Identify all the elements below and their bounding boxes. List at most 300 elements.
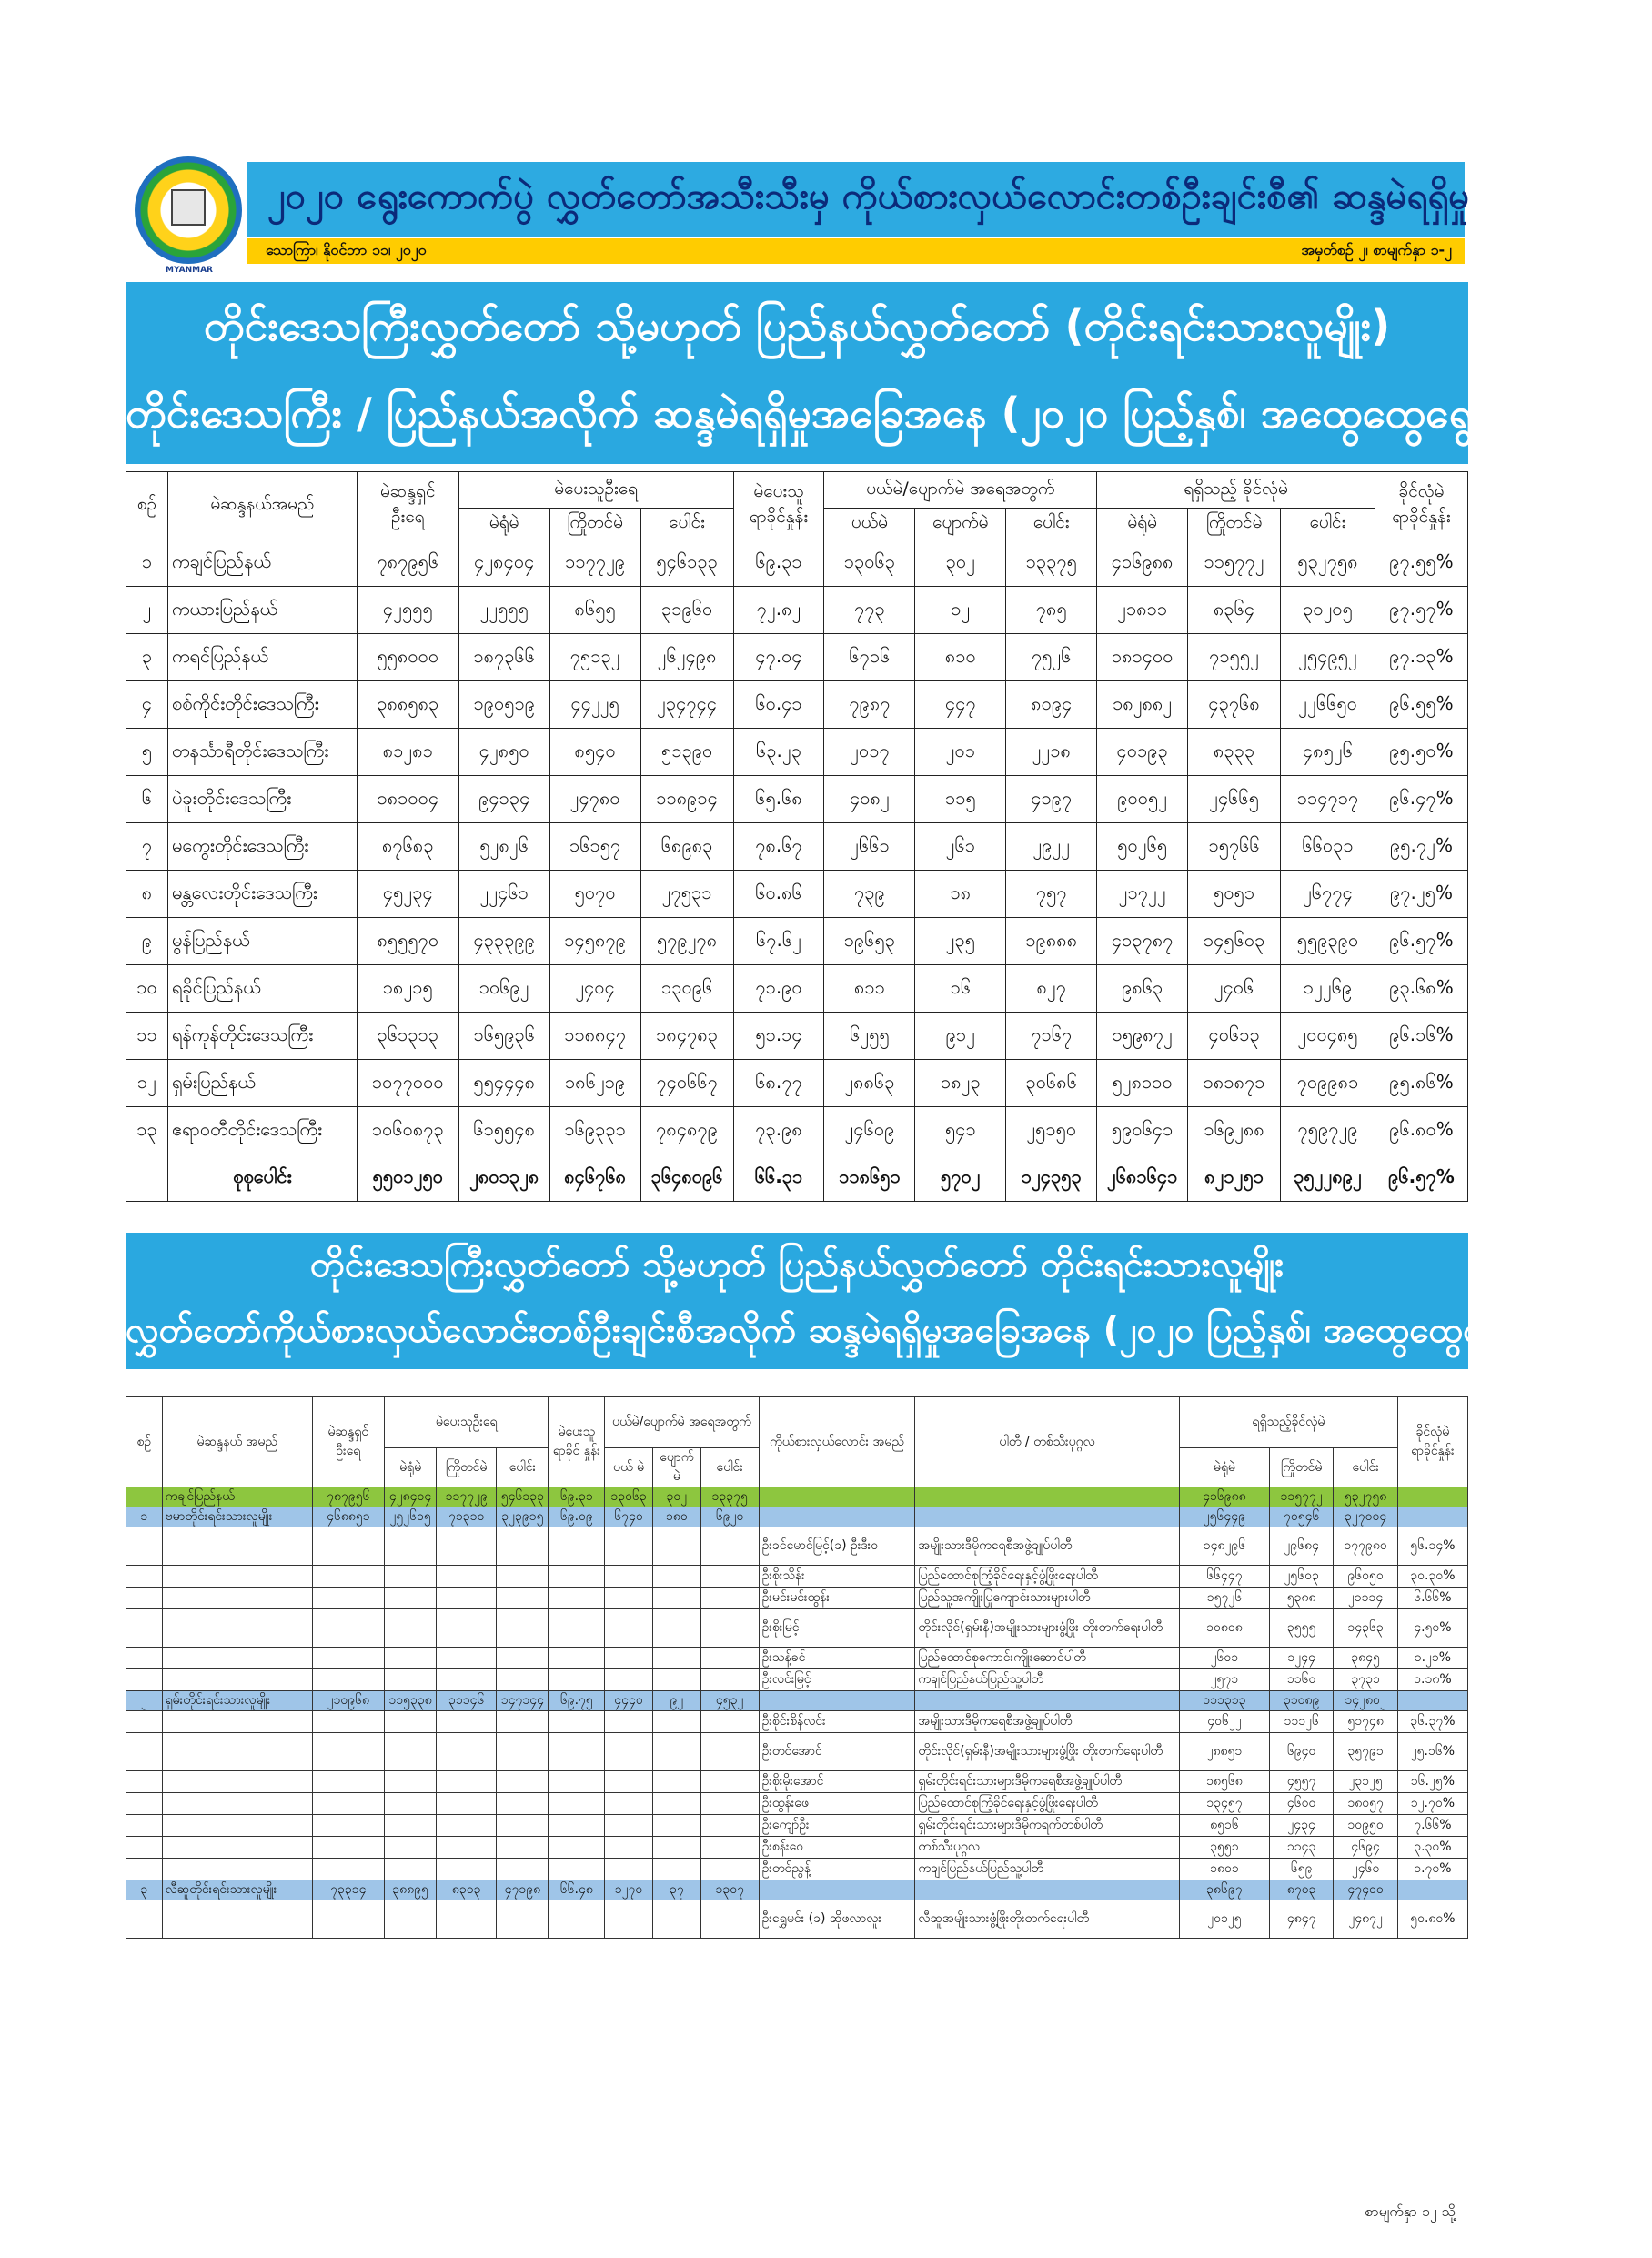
cell-turnout: [549, 1669, 605, 1691]
cell-voters-total: ၇၄၀၆၆၇: [640, 1060, 733, 1107]
cell-eligible: ၄၆၈၈၅၁: [312, 1507, 384, 1527]
cell-invalid-total: ၂၉၂၂: [1006, 823, 1097, 871]
cell-no: [126, 1815, 163, 1837]
cell-valid-booth: ၁၁၁၃၁၃: [1179, 1691, 1269, 1711]
cell-candidate: ဦးစိုးမိုးအောင်: [759, 1771, 915, 1793]
cell-eligible: ၁၈၂၁၅: [357, 965, 458, 1013]
cell-valid-total: ၃၅၇၉၁: [1334, 1733, 1397, 1771]
issue-volume: အမှတ်စဉ် ၂၊ စာမျက်နှာ ၁-၂: [1301, 241, 1452, 258]
cell-eligible: ၇၈၇၉၅၆: [312, 1487, 384, 1507]
cell-valid-total: ၂၆၇၇၄: [1281, 871, 1375, 918]
cell-constituency: [162, 1900, 312, 1939]
candidate-row: [126, 1815, 1468, 1837]
cell-invalid-missing: ၈၁၀: [915, 634, 1006, 681]
cell-no: [126, 1837, 163, 1859]
total-voters-advance: ၈၄၆၇၆၈: [549, 1154, 640, 1202]
cell-turnout: [549, 1733, 605, 1771]
table-total-row: [126, 1154, 1468, 1202]
cell-valid-pct: ၉၆.၈၀%: [1375, 1107, 1467, 1154]
cell-turnout: ၆၉.၃၁: [733, 539, 824, 587]
cell-valid-booth: ၂၁၈၁၁: [1097, 587, 1188, 634]
cell-no: [126, 1609, 163, 1648]
cell-no: [126, 1771, 163, 1793]
cell-valid-total: ၁၄၂၈၀၂: [1334, 1691, 1397, 1711]
col-no: စဉ်: [126, 472, 168, 539]
cell-constituency: [162, 1609, 312, 1648]
cell-constituency: [162, 1527, 312, 1566]
cell-no: [126, 1527, 163, 1566]
cell-party: အမျိုးသားဒီမိုကရေစီအဖွဲ့ချုပ်ပါတီ: [915, 1527, 1180, 1566]
cell-eligible: [312, 1837, 384, 1859]
cell-valid-booth: ၂၅၆၄၄၉: [1179, 1507, 1269, 1527]
table-row: [126, 1107, 1468, 1154]
cell-invalid-missing: ၂၃၅: [915, 918, 1006, 965]
cell-invalid-total: [700, 1771, 759, 1793]
cell-eligible: ၅၅၈၀၀၀: [357, 634, 458, 681]
cell-candidate: ဦးထွန်းဖေ: [759, 1793, 915, 1815]
cell-valid-advance: ၅၃၈၈: [1269, 1588, 1333, 1609]
cell-candidate: ဦးခင်မောင်မြင့်(ခ) ဦးဒီးဝ: [759, 1527, 915, 1566]
cell-invalid-rejected: [605, 1733, 653, 1771]
cell-region: ကရင်ပြည်နယ်: [167, 634, 357, 681]
cell-invalid-missing: [652, 1859, 700, 1880]
cell-valid-advance: ၃၁၀၈၉: [1269, 1691, 1333, 1711]
total-voters-total: ၃၆၄၈၀၉၆: [640, 1154, 733, 1202]
cell-valid-pct: ၃၆.၃၇%: [1397, 1711, 1467, 1733]
cell-turnout: [549, 1527, 605, 1566]
cell-valid-advance: ၃၅၅၅: [1269, 1609, 1333, 1648]
cell-voters-advance: ၁၈၆၂၁၉: [549, 1060, 640, 1107]
cell-turnout: [549, 1609, 605, 1648]
cell-constituency: ရှမ်းတိုင်းရင်းသားလူမျိုး: [162, 1691, 312, 1711]
cell-voters-advance: ၂၄၇၈၀: [549, 776, 640, 823]
cell-voters-total: ၂၆၂၄၉၈: [640, 634, 733, 681]
cell-constituency: [162, 1771, 312, 1793]
table-row: [126, 1060, 1468, 1107]
cell-valid-pct: ၉၅.၇၂%: [1375, 823, 1467, 871]
table-row: [126, 587, 1468, 634]
cell-no: [126, 1588, 163, 1609]
cell-invalid-missing: ၁၁၅: [915, 776, 1006, 823]
cell-voters-total: ၆၈၉၈၃: [640, 823, 733, 871]
cell-voters-total: ၇၈၄၈၇၉: [640, 1107, 733, 1154]
cell-valid-booth: ၁၄၈၂၉၆: [1179, 1527, 1269, 1566]
cell-valid-pct: ၉၆.၅၇%: [1375, 918, 1467, 965]
cell-valid-booth: ၂၁၇၂၂: [1097, 871, 1188, 918]
cell-voters-booth: ၁၉၀၅၁၉: [458, 681, 549, 729]
cell-valid-booth: ၈၅၁၆: [1179, 1815, 1269, 1837]
col-invalid: ပယ်မဲ/ပျောက်မဲ အရေအတွက်: [605, 1397, 760, 1448]
cell-valid-pct: ၅၆.၁၄%: [1397, 1527, 1467, 1566]
cell-invalid-missing: [652, 1815, 700, 1837]
cell-voters-advance: [437, 1837, 497, 1859]
cell-invalid-missing: ၄၄၇: [915, 681, 1006, 729]
cell-invalid-rejected: ၇၇၃: [824, 587, 915, 634]
cell-valid-booth: ၁၃၄၅၇: [1179, 1793, 1269, 1815]
candidate-row: [126, 1669, 1468, 1691]
cell-valid-advance: ၂၄၀၆: [1188, 965, 1281, 1013]
cell-no: ၁၀: [126, 965, 168, 1013]
cell-invalid-total: ၄၁၉၇: [1006, 776, 1097, 823]
cell-invalid-rejected: [605, 1711, 653, 1733]
cell-turnout: [549, 1837, 605, 1859]
cell-valid-advance: ၄၆၀၀: [1269, 1793, 1333, 1815]
col-invalid: ပယ်မဲ/ပျောက်မဲ အရေအတွက်: [824, 472, 1097, 509]
cell-eligible: ၈၅၅၅၇၀: [357, 918, 458, 965]
candidate-results-table: [126, 1396, 1468, 1939]
cell-party: ရှမ်းတိုင်းရင်းသားများဒီမိုကရေစီအဖွဲ့ချုပ်ပါတီ: [915, 1771, 1180, 1793]
cell-turnout: [549, 1815, 605, 1837]
cell-turnout: ၇၈.၆၇: [733, 823, 824, 871]
cell-invalid-missing: [652, 1771, 700, 1793]
cell-valid-total: ၂၁၁၁၄: [1334, 1588, 1397, 1609]
cell-voters-total: ၅၄၆၁၃၃: [497, 1487, 549, 1507]
cell-valid-advance: ၄၅၅၇: [1269, 1771, 1333, 1793]
total-voters-booth: ၂၈၀၁၃၂၈: [458, 1154, 549, 1202]
cell-valid-booth: ၂၈၈၅၁: [1179, 1733, 1269, 1771]
subcol-valid-advance: ကြိုတင်မဲ: [1188, 509, 1281, 539]
cell-invalid-rejected: [605, 1815, 653, 1837]
cell-invalid-rejected: ၄၄၄၀: [605, 1691, 653, 1711]
cell-valid-booth: ၄၁၆၉၈၈: [1179, 1487, 1269, 1507]
cell-voters-advance: [437, 1793, 497, 1815]
cell-constituency: [162, 1648, 312, 1669]
cell-valid-advance: ၆၉၄၀: [1269, 1733, 1333, 1771]
col-voters: မဲပေးသူဦးရေ: [384, 1397, 549, 1448]
cell-region: စစ်ကိုင်းတိုင်းဒေသကြီး: [167, 681, 357, 729]
candidate-row: [126, 1527, 1468, 1566]
cell-invalid-missing: ၁၈၀: [652, 1507, 700, 1527]
cell-invalid-total: [700, 1793, 759, 1815]
cell-eligible: [312, 1815, 384, 1837]
subcol-valid-total: ပေါင်း: [1281, 509, 1375, 539]
cell-party: [915, 1880, 1180, 1900]
col-valid-pct: ခိုင်လုံမဲ ရာခိုင်နှုန်း: [1397, 1397, 1467, 1487]
cell-voters-total: [497, 1900, 549, 1939]
total-invalid-missing: ၅၇၀၂: [915, 1154, 1006, 1202]
cell-invalid-rejected: ၂၆၆၁: [824, 823, 915, 871]
cell-valid-advance: ၅၀၅၁: [1188, 871, 1281, 918]
cell-valid-total: ၄၇၄၀၀: [1334, 1880, 1397, 1900]
cell-invalid-rejected: [605, 1837, 653, 1859]
col-party: ပါတီ / တစ်သီးပုဂ္ဂလ: [915, 1397, 1180, 1487]
cell-valid-booth: ၄၀၁၉၃: [1097, 729, 1188, 776]
cell-party: [915, 1487, 1180, 1507]
cell-valid-total: ၅၃၂၇၅၈: [1281, 539, 1375, 587]
candidate-row: [126, 1609, 1468, 1648]
col-turnout: မဲပေးသူ ရာခိုင် နှုန်း: [549, 1397, 605, 1487]
cell-invalid-total: ၁၃၃၇၅: [700, 1487, 759, 1507]
cell-invalid-total: ၁၃၃၇၅: [1006, 539, 1097, 587]
cell-candidate: [759, 1691, 915, 1711]
cell-valid-pct: [1397, 1487, 1467, 1507]
cell-valid-pct: ၂၅.၁၆%: [1397, 1733, 1467, 1771]
cell-valid-booth: ၅၉၀၆၄၁: [1097, 1107, 1188, 1154]
cell-voters-booth: ၂၅၂၆၀၅: [384, 1507, 436, 1527]
cell-turnout: ၇၂.၈၂: [733, 587, 824, 634]
page-continuation-note: စာမျက်နှာ ၁၂ သို့: [1365, 2203, 1456, 2220]
cell-invalid-missing: ၃၀၂: [915, 539, 1006, 587]
cell-invalid-rejected: ၈၁၁: [824, 965, 915, 1013]
col-valid: ရရှိသည့် ခိုင်လုံမဲ: [1097, 472, 1375, 509]
cell-invalid-missing: [652, 1648, 700, 1669]
subcol-invalid-missing: ပျောက်မဲ: [915, 509, 1006, 539]
cell-valid-booth: ၁၅၇၂၆: [1179, 1588, 1269, 1609]
cell-voters-booth: ၄၃၃၃၉၉: [458, 918, 549, 965]
cell-constituency: [162, 1859, 312, 1880]
cell-region: တနင်္သာရီတိုင်းဒေသကြီး: [167, 729, 357, 776]
banner-line-1: တိုင်းဒေသကြီးလွှတ်တော် သို့မဟုတ် ပြည်နယ်လွှတ်တော် (တိုင်းရင်းသားလူမျိုး): [203, 301, 1391, 350]
cell-voters-advance: [437, 1588, 497, 1609]
subcol-invalid-total: ပေါင်း: [700, 1448, 759, 1487]
cell-valid-pct: ၉၆.၁၆%: [1375, 1013, 1467, 1060]
candidate-row: [126, 1859, 1468, 1880]
cell-no: ၁: [126, 1507, 163, 1527]
cell-valid-pct: ၆.၆၆%: [1397, 1588, 1467, 1609]
cell-invalid-total: ၃၀၆၈၆: [1006, 1060, 1097, 1107]
cell-constituency: [162, 1566, 312, 1588]
cell-region: ပဲခူးတိုင်းဒေသကြီး: [167, 776, 357, 823]
subcol-invalid-rejected: ပယ်မဲ: [824, 509, 915, 539]
cell-voters-total: [497, 1771, 549, 1793]
col-turnout: မဲပေးသူ ရာခိုင်နှုန်း: [733, 472, 824, 539]
cell-region: ရှမ်းပြည်နယ်: [167, 1060, 357, 1107]
cell-valid-pct: ၉၇.၂၅%: [1375, 871, 1467, 918]
cell-no: ၃: [126, 1880, 163, 1900]
cell-voters-total: ၅၁၃၉၀: [640, 729, 733, 776]
cell-voters-advance: [437, 1815, 497, 1837]
cell-party: ပြည်ထောင်စုကြံ့ခိုင်ရေးနှင့်ဖွံ့ဖြိုးရေးပါတီ: [915, 1793, 1180, 1815]
cell-valid-advance: ၄၃၇၆၈: [1188, 681, 1281, 729]
cell-invalid-missing: [652, 1609, 700, 1648]
cell-turnout: ၆၆.၄၈: [549, 1880, 605, 1900]
cell-valid-advance: ၁၅၇၆၆: [1188, 823, 1281, 871]
cell-eligible: [312, 1900, 384, 1939]
cell-valid-booth: ၉၈၆၃: [1097, 965, 1188, 1013]
table-row: [126, 634, 1468, 681]
cell-voters-booth: [384, 1566, 436, 1588]
cell-turnout: [549, 1771, 605, 1793]
cell-voters-total: [497, 1648, 549, 1669]
cell-invalid-missing: ၉၂: [652, 1691, 700, 1711]
cell-invalid-total: ၂၅၁၅၀: [1006, 1107, 1097, 1154]
cell-voters-booth: ၅၅၄၄၄၈: [458, 1060, 549, 1107]
cell-valid-total: ၅၁၇၄၈: [1334, 1711, 1397, 1733]
cell-invalid-missing: ၁၂: [915, 587, 1006, 634]
cell-no: ၁၃: [126, 1107, 168, 1154]
cell-invalid-total: ၇၅၂၆: [1006, 634, 1097, 681]
subcol-invalid-missing: ပျောက် မဲ: [652, 1448, 700, 1487]
cell-voters-total: [497, 1609, 549, 1648]
cell-invalid-rejected: ၂၈၈၆၃: [824, 1060, 915, 1107]
cell-voters-booth: ၁၈၇၃၆၆: [458, 634, 549, 681]
cell-valid-booth: ၂၀၁၂၅: [1179, 1900, 1269, 1939]
cell-invalid-rejected: ၁၂၇၀: [605, 1880, 653, 1900]
cell-valid-pct: ၉၅.၅၀%: [1375, 729, 1467, 776]
cell-valid-pct: ၉၃.၆၈%: [1375, 965, 1467, 1013]
cell-eligible: ၃၆၁၃၁၃: [357, 1013, 458, 1060]
cell-invalid-total: [700, 1900, 759, 1939]
cell-turnout: ၅၁.၁၄: [733, 1013, 824, 1060]
cell-party: ပြည်ထောင်စုကောင်းကျိုးဆောင်ပါတီ: [915, 1648, 1180, 1669]
cell-valid-advance: ၄၈၄၇: [1269, 1900, 1333, 1939]
candidate-row: [126, 1648, 1468, 1669]
cell-candidate: ဦးစန်းဝေ: [759, 1837, 915, 1859]
cell-voters-booth: ၆၁၅၅၄၈: [458, 1107, 549, 1154]
cell-party: ကချင်ပြည်နယ်ပြည်သူ့ပါတီ: [915, 1669, 1180, 1691]
cell-valid-pct: ၁.၁၈%: [1397, 1669, 1467, 1691]
cell-no: ၂: [126, 587, 168, 634]
cell-turnout: [549, 1859, 605, 1880]
cell-turnout: ၆၉.၇၅: [549, 1691, 605, 1711]
cell-candidate: ဦးတင်ညွန့်: [759, 1859, 915, 1880]
cell-voters-booth: [384, 1815, 436, 1837]
cell-eligible: ၈၇၆၈၃: [357, 823, 458, 871]
cell-voters-total: [497, 1733, 549, 1771]
candidate-row: [126, 1837, 1468, 1859]
cell-valid-total: ၂၀၀၄၈၅: [1281, 1013, 1375, 1060]
cell-eligible: ၂၁၀၉၆၈: [312, 1691, 384, 1711]
cell-eligible: [312, 1566, 384, 1588]
cell-valid-booth: ၁၀၈၀၈: [1179, 1609, 1269, 1648]
cell-valid-total: ၁၄၃၆၃: [1334, 1609, 1397, 1648]
cell-invalid-rejected: ၁၃၀၆၃: [824, 539, 915, 587]
cell-invalid-rejected: ၄၀၈၂: [824, 776, 915, 823]
cell-eligible: ၃၈၈၅၈၃: [357, 681, 458, 729]
cell-voters-total: [497, 1669, 549, 1691]
cell-invalid-rejected: ၇၉၈၇: [824, 681, 915, 729]
cell-valid-total: ၄၈၅၂၆: [1281, 729, 1375, 776]
cell-party: ပြည်ထောင်စုကြံ့ခိုင်ရေးနှင့်ဖွံ့ဖြိုးရေးပါတီ: [915, 1566, 1180, 1588]
cell-valid-total: ၁၈၀၅၇: [1334, 1793, 1397, 1815]
cell-valid-total: ၁၂၂၆၉: [1281, 965, 1375, 1013]
cell-invalid-total: ၇၁၆၇: [1006, 1013, 1097, 1060]
cell-voters-booth: ၄၂၈၅၀: [458, 729, 549, 776]
cell-no: ၉: [126, 918, 168, 965]
cell-voters-advance: [437, 1771, 497, 1793]
table-row: [126, 539, 1468, 587]
cell-valid-pct: ၁၂.၇၀%: [1397, 1793, 1467, 1815]
cell-constituency: ဗမာတိုင်းရင်းသားလူမျိုး: [162, 1507, 312, 1527]
cell-region: ကချင်ပြည်နယ်: [167, 539, 357, 587]
cell-valid-booth: ၅၀၂၆၅: [1097, 823, 1188, 871]
total-region: စုစုပေါင်း: [167, 1154, 357, 1202]
cell-turnout: [549, 1648, 605, 1669]
total-invalid-total: ၁၂၄၃၅၃: [1006, 1154, 1097, 1202]
cell-voters-total: ၁၈၄၇၈၃: [640, 1013, 733, 1060]
cell-valid-booth: ၅၂၈၁၁၀: [1097, 1060, 1188, 1107]
cell-valid-advance: ၁၁၆၀: [1269, 1669, 1333, 1691]
cell-eligible: ၁၀၆၀၈၇၃: [357, 1107, 458, 1154]
cell-invalid-total: ၇၅၇: [1006, 871, 1097, 918]
total-no: [126, 1154, 168, 1202]
candidate-row: [126, 1733, 1468, 1771]
cell-invalid-rejected: [605, 1771, 653, 1793]
cell-voters-advance: ၈၃၀၃: [437, 1880, 497, 1900]
cell-valid-pct: ၉၅.၈၆%: [1375, 1060, 1467, 1107]
cell-voters-total: ၂၃၄၇၄၄: [640, 681, 733, 729]
cell-voters-booth: ၁၁၅၃၃၈: [384, 1691, 436, 1711]
cell-turnout: [549, 1900, 605, 1939]
cell-no: ၃: [126, 634, 168, 681]
cell-eligible: [312, 1648, 384, 1669]
cell-valid-advance: ၂၄၃၄: [1269, 1815, 1333, 1837]
cell-valid-pct: ၁၆.၂၅%: [1397, 1771, 1467, 1793]
cell-valid-pct: ၃.၃၀%: [1397, 1837, 1467, 1859]
cell-valid-total: ၂၅၄၉၅၂: [1281, 634, 1375, 681]
table-row: [126, 729, 1468, 776]
cell-valid-total: ၁၀၉၅၀: [1334, 1815, 1397, 1837]
cell-valid-advance: ၁၈၁၈၇၁: [1188, 1060, 1281, 1107]
cell-eligible: ၇၈၇၉၅၆: [357, 539, 458, 587]
col-eligible: မဲဆန္ဒရှင် ဦးရေ: [357, 472, 458, 539]
banner-line-2: လွှတ်တော်ကိုယ်စားလှယ်လောင်းတစ်ဦးချင်းစီအလိုက် ဆန္ဒမဲရရှိမှုအခြေအနေ (၂၀၂၀ ပြည့်နှစ်၊ အထွေထွေရွေးကောက်ပွဲ): [126, 1310, 1652, 1351]
cell-valid-total: ၇၅၉၇၂၉: [1281, 1107, 1375, 1154]
cell-invalid-rejected: [605, 1859, 653, 1880]
cell-valid-booth: ၄၁၃၇၈၇: [1097, 918, 1188, 965]
cell-no: [126, 1669, 163, 1691]
cell-no: ၇: [126, 823, 168, 871]
cell-invalid-missing: ၅၄၁: [915, 1107, 1006, 1154]
candidate-row: [126, 1566, 1468, 1588]
cell-constituency: [162, 1588, 312, 1609]
subcol-voters-booth: မဲရုံမဲ: [458, 509, 549, 539]
table-row: [126, 1013, 1468, 1060]
cell-voters-total: [497, 1859, 549, 1880]
cell-invalid-missing: ၉၁၂: [915, 1013, 1006, 1060]
candidate-row: [126, 1793, 1468, 1815]
cell-valid-total: ၉၆၀၅၀: [1334, 1566, 1397, 1588]
cell-valid-total: ၄၆၉၄: [1334, 1837, 1397, 1859]
cell-eligible: [312, 1527, 384, 1566]
cell-party: အမျိုးသားဒီမိုကရေစီအဖွဲ့ချုပ်ပါတီ: [915, 1711, 1180, 1733]
cell-turnout: ၆၅.၆၈: [733, 776, 824, 823]
section-banner-candidates: [126, 1233, 1652, 1369]
cell-voters-advance: ၁၆၁၅၇: [549, 823, 640, 871]
cell-voters-total: [497, 1793, 549, 1815]
cell-constituency: [162, 1793, 312, 1815]
cell-eligible: [312, 1669, 384, 1691]
cell-valid-booth: ၃၅၅၁: [1179, 1837, 1269, 1859]
cell-invalid-rejected: [605, 1900, 653, 1939]
table-row: [126, 681, 1468, 729]
cell-no: ၁: [126, 539, 168, 587]
cell-region: ဧရာဝတီတိုင်းဒေသကြီး: [167, 1107, 357, 1154]
cell-constituency: [162, 1733, 312, 1771]
cell-valid-booth: ၁၅၉၈၇၂: [1097, 1013, 1188, 1060]
cell-invalid-rejected: ၇၃၉: [824, 871, 915, 918]
cell-eligible: ၄၅၂၃၄: [357, 871, 458, 918]
cell-invalid-missing: ၁၈၂၃: [915, 1060, 1006, 1107]
cell-voters-total: ၃၂၃၉၁၅: [497, 1507, 549, 1527]
cell-eligible: [312, 1609, 384, 1648]
total-valid-advance: ၈၂၁၂၅၁: [1188, 1154, 1281, 1202]
cell-party: [915, 1507, 1180, 1527]
cell-voters-booth: ၃၈၈၉၅: [384, 1880, 436, 1900]
page-title: ၂၀၂၀ ရွေးကောက်ပွဲ လွှတ်တော်အသီးသီးမှ ကိုယ်စားလှယ်လောင်းတစ်ဦးချင်းစီ၏ ဆန္ဒမဲရရှိမှု: [247, 162, 1465, 237]
cell-voters-total: ၅၇၉၂၇၈: [640, 918, 733, 965]
candidate-row: [126, 1900, 1468, 1939]
cell-voters-total: [497, 1711, 549, 1733]
cell-valid-booth: ၄၀၆၂၂: [1179, 1711, 1269, 1733]
cell-invalid-total: [700, 1669, 759, 1691]
cell-candidate: ဦးသန့်ခင်: [759, 1648, 915, 1669]
cell-no: ၄: [126, 681, 168, 729]
cell-invalid-total: [700, 1527, 759, 1566]
cell-valid-total: ၇၀၉၉၈၁: [1281, 1060, 1375, 1107]
cell-valid-total: ၅၅၉၃၉၀: [1281, 918, 1375, 965]
subcol-valid-booth: မဲရုံမဲ: [1097, 509, 1188, 539]
